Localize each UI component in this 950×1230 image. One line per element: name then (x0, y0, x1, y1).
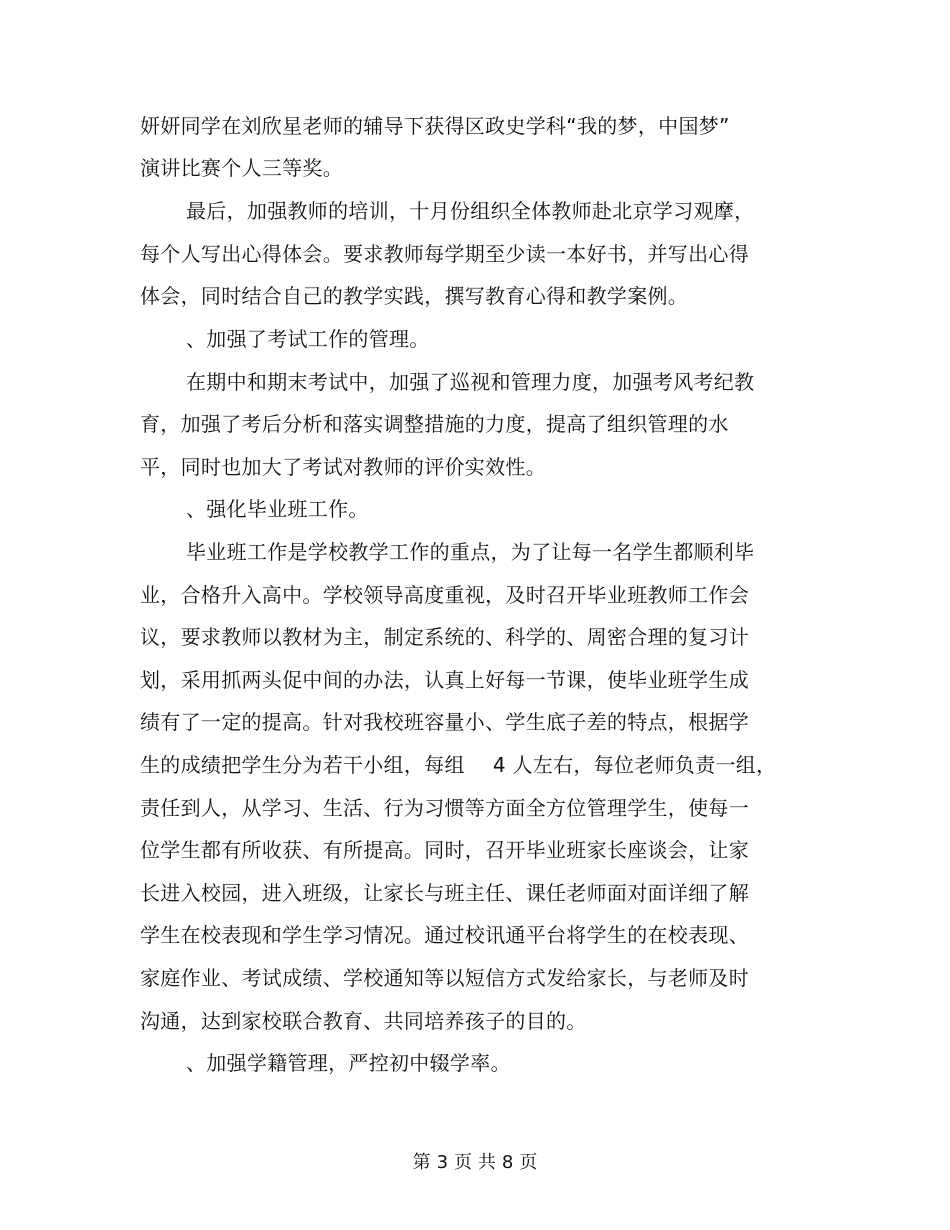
section-heading: 、加强了考试工作的管理。 (186, 327, 430, 351)
text-line: 毕业班工作是学校教学工作的重点，为了让每一名学生都顺利毕 (186, 540, 755, 564)
text-segment: 4 人左右，每位老师负责一组， (492, 753, 777, 777)
text-line: 妍妍同学在刘欣星老师的辅导下获得区政史学科“我的梦，中国梦” (140, 114, 730, 138)
text-line: 每个人写出心得体会。要求教师每学期至少读一本好书，并写出心得 (140, 242, 749, 266)
text-line: 最后，加强教师的培训，十月份组织全体教师赴北京学习观摩， (186, 199, 755, 223)
footer-mid: 页 共 (454, 1152, 496, 1173)
page-number: 3 (436, 1152, 449, 1173)
text-line: 育，加强了考后分析和落实调整措施的力度，提高了组织管理的水 (140, 412, 729, 436)
page-total: 8 (501, 1152, 514, 1173)
text-segment: 生的成绩把学生分为若干小组，每组 (140, 753, 465, 777)
footer-suffix: 页 (519, 1152, 538, 1173)
text-line (140, 752, 776, 778)
text-line: 划，采用抓两头促中间的办法，认真上好每一节课，使毕业班学生成 (140, 668, 749, 692)
text-line: 在期中和期末考试中，加强了巡视和管理力度，加强考风考纪教 (186, 370, 755, 394)
text-line: 平，同时也加大了考试对教师的评价实效性。 (140, 455, 546, 479)
text-line: 体会，同时结合自己的教学实践，撰写教育心得和教学案例。 (140, 284, 689, 308)
text-line: 沟通，达到家校联合教育、共同培养孩子的目的。 (140, 1009, 587, 1033)
text-line: 学生在校表现和学生学习情况。通过校讯通平台将学生的在校表现、 (140, 923, 749, 947)
text-line: 业，合格升入高中。学校领导高度重视，及时召开毕业班教师工作会 (140, 583, 749, 607)
text-line: 责任到人，从学习、生活、行为习惯等方面全方位管理学生，使每一 (140, 796, 749, 820)
text-line: 演讲比赛个人三等奖。 (140, 156, 343, 180)
section-heading: 、强化毕业班工作。 (186, 497, 369, 521)
text-line: 议，要求教师以教材为主，制定系统的、科学的、周密合理的复习计 (140, 625, 749, 649)
page-footer (0, 1151, 950, 1175)
text-line: 位学生都有所收获、有所提高。同时，召开毕业班家长座谈会，让家 (140, 838, 749, 862)
text-line: 绩有了一定的提高。针对我校班容量小、学生底子差的特点，根据学 (140, 710, 749, 734)
footer-prefix: 第 (412, 1152, 431, 1173)
text-line: 家庭作业、考试成绩、学校通知等以短信方式发给家长，与老师及时 (140, 966, 749, 990)
section-heading: 、加强学籍管理，严控初中辍学率。 (186, 1051, 511, 1075)
text-line: 长进入校园，进入班级，让家长与班主任、课任老师面对面详细了解 (140, 881, 749, 905)
